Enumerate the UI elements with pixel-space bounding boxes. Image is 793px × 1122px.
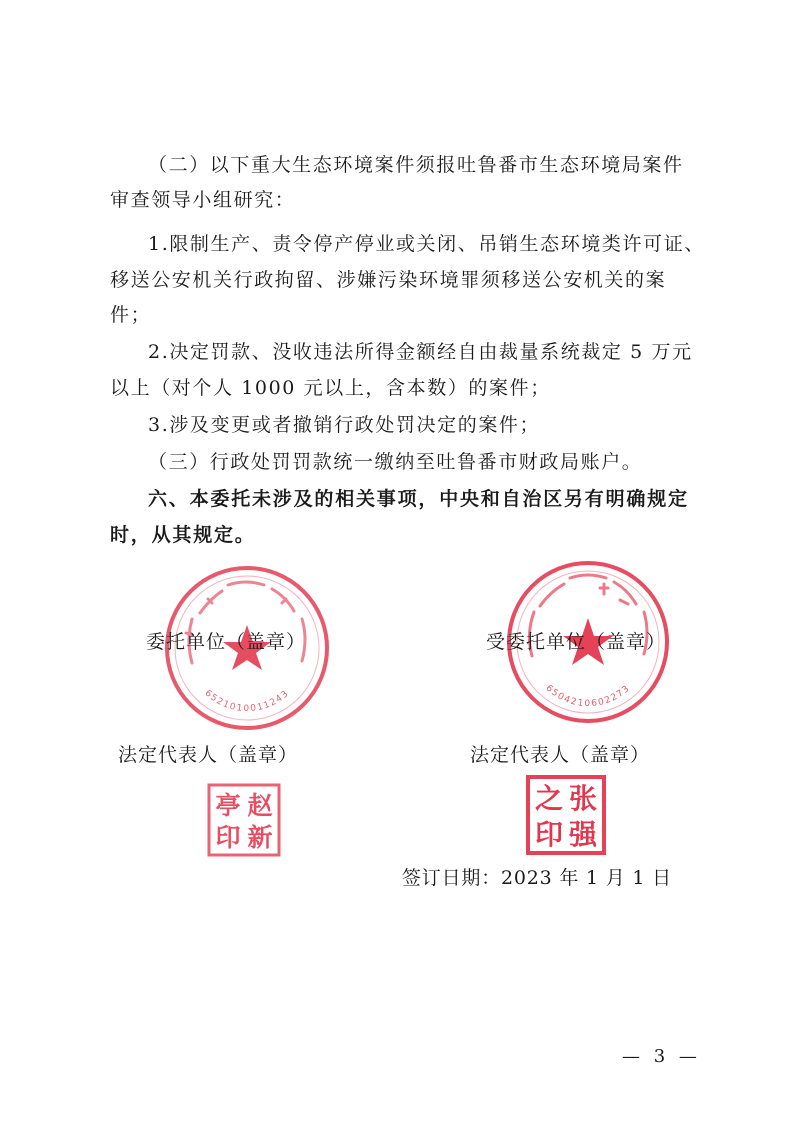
svg-text:6521010011243	[203, 688, 292, 714]
left-seal-number: 6521010011243	[202, 688, 292, 715]
svg-text:6504210602273	[544, 683, 633, 709]
principal-rep-label: 法定代表人（盖章）	[118, 744, 299, 766]
right-seal-number: 6504210602273	[543, 683, 633, 710]
agent-unit-label: 受委托单位（盖章）	[486, 631, 667, 653]
section-2-heading: （二）以下重大生态环境案件须报吐鲁番市生态环境局案件	[148, 154, 684, 176]
section-2-heading-cont: 审查领导小组研究：	[110, 189, 296, 211]
signing-date: 签订日期：2023 年 1 月 1 日	[402, 867, 672, 889]
principal-unit-label: 委托单位（盖章）	[146, 631, 307, 653]
section-3-line: （三）行政处罚罚款统一缴纳至吐鲁番市财政局账户。	[148, 451, 643, 473]
item-1-line: 1.限制生产、责令停产停业或关闭、吊销生态环境类许可证、	[148, 233, 705, 255]
article-6-line: 六、本委托未涉及的相关事项，中央和自治区另有明确规定	[148, 488, 689, 510]
principal-rep-personal-seal	[206, 782, 282, 858]
left-seal-char-2: 赵	[247, 791, 273, 820]
item-1-line-end: 件；	[110, 304, 152, 326]
page-number: — 3 —	[622, 1046, 701, 1067]
article-6-line-cont: 时，从其规定。	[110, 524, 256, 546]
right-seal-char-1: 张	[568, 782, 598, 815]
right-seal-char-3: 强	[568, 818, 598, 851]
left-seal-char-1: 亭	[215, 791, 241, 820]
right-seal-char-2: 之	[534, 782, 564, 815]
right-seal-char-4: 印	[534, 818, 564, 851]
agent-rep-label: 法定代表人（盖章）	[470, 744, 651, 766]
left-seal-char-4: 新	[247, 823, 273, 852]
item-2-line: 2.决定罚款、没收违法所得金额经自由裁量系统裁定 5 万元	[148, 341, 693, 363]
agent-rep-personal-seal	[525, 774, 607, 856]
item-1-line-cont: 移送公安机关行政拘留、涉嫌污染环境罪须移送公安机关的案	[110, 269, 667, 291]
left-seal-char-3: 印	[215, 823, 241, 852]
item-3-line: 3.涉及变更或者撤销行政处罚决定的案件；	[148, 414, 541, 436]
item-2-line-cont: 以上（对个人 1000 元以上，含本数）的案件；	[110, 377, 551, 399]
